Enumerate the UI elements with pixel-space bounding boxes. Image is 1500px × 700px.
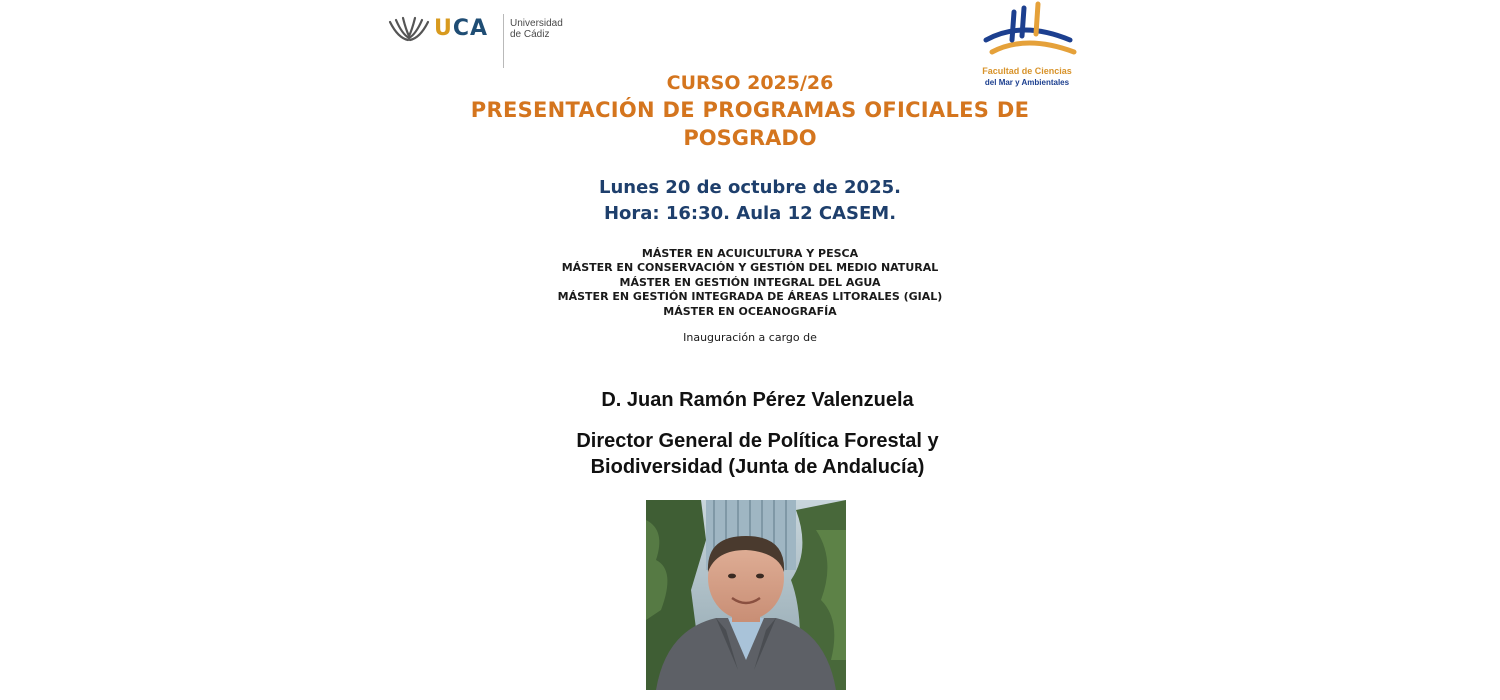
uca-emblem-icon xyxy=(386,16,432,46)
uca-wordmark xyxy=(434,16,488,41)
speaker-role xyxy=(440,428,1075,480)
speaker-name: D. Juan Ramón Pérez Valenzuela xyxy=(601,389,914,411)
event-time-location: Hora: 16:30. Aula 12 CASEM. xyxy=(603,203,897,224)
uca-subtitle xyxy=(510,18,590,40)
inauguration-label: Inauguración a cargo de xyxy=(683,331,817,344)
uca-divider xyxy=(503,14,504,68)
event-date: Lunes 20 de octubre de 2025. xyxy=(599,177,901,198)
masters-list xyxy=(400,247,1100,319)
faculty-emblem-icon xyxy=(962,0,1092,64)
program-title-line2: POSGRADO xyxy=(683,126,817,150)
uca-subtitle-line1: Universidad xyxy=(510,18,563,29)
speaker-photo xyxy=(646,500,846,690)
uca-subtitle-line2: de Cádiz xyxy=(510,29,550,40)
speaker-role-line1: Director General de Política Forestal y xyxy=(576,430,939,452)
master-item: MÁSTER EN ACUICULTURA Y PESCA xyxy=(641,247,859,260)
course-title: CURSO 2025/26 xyxy=(666,72,834,94)
uca-wordmark-ca: CA xyxy=(452,16,489,41)
speaker-photo-illustration xyxy=(646,500,846,690)
speaker-role-line2: Biodiversidad (Junta de Andalucía) xyxy=(590,456,925,478)
uca-logo xyxy=(386,10,586,70)
master-item: MÁSTER EN GESTIÓN INTEGRADA DE ÁREAS LITORALES (GIAL) xyxy=(557,290,943,304)
faculty-name-line2: del Mar y Ambientales xyxy=(984,78,1070,87)
master-item: MÁSTER EN GESTIÓN INTEGRAL DEL AGUA xyxy=(619,275,881,289)
faculty-name-line1: Facultad de Ciencias xyxy=(982,66,1072,76)
master-item: MÁSTER EN CONSERVACIÓN Y GESTIÓN DEL MEDIO NATURAL xyxy=(561,261,939,275)
uca-wordmark-u: U xyxy=(434,16,453,41)
master-item: MÁSTER EN OCEANOGRAFÍA xyxy=(663,304,837,318)
program-title-line1: PRESENTACIÓN DE PROGRAMAS OFICIALES DE xyxy=(470,98,1030,122)
